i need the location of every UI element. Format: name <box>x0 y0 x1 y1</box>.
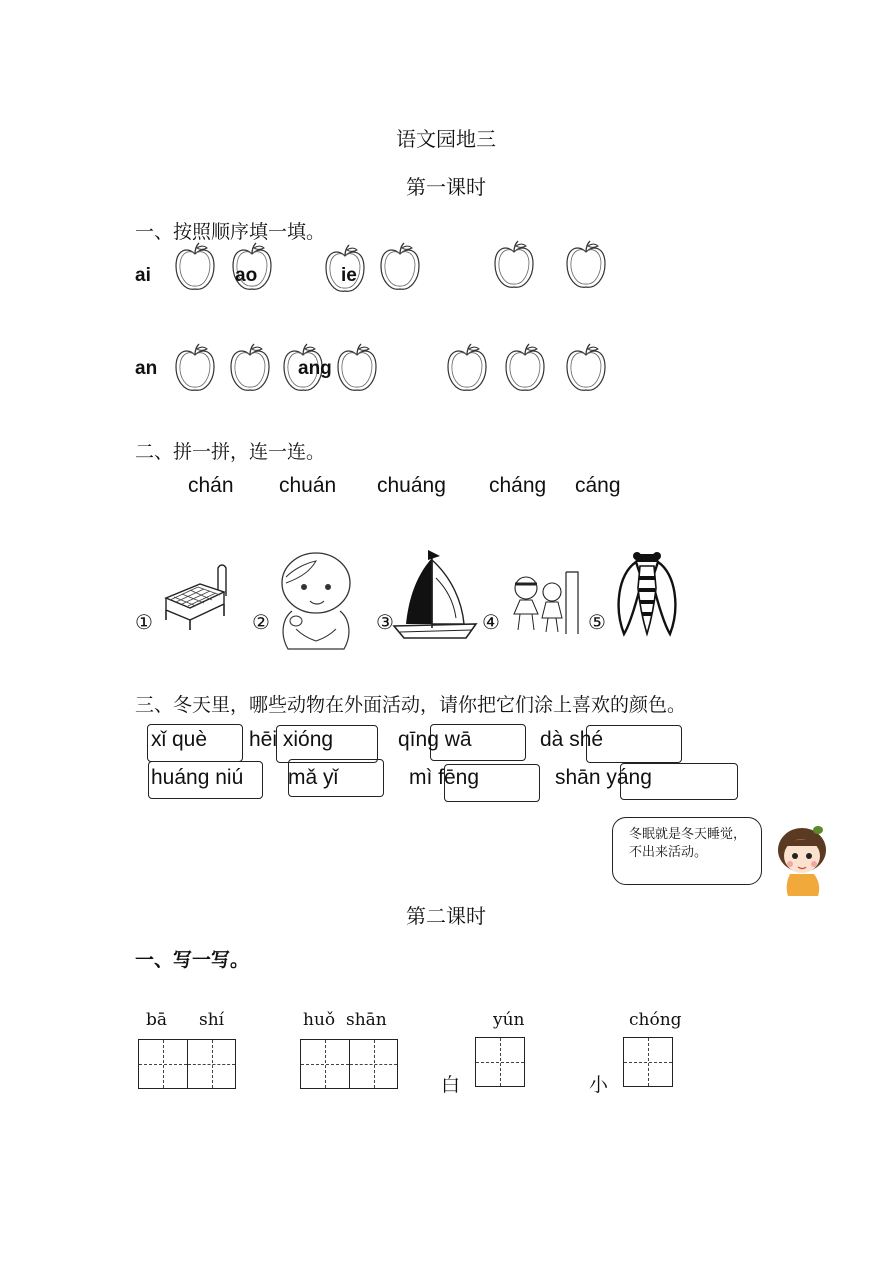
write-pinyin: shān <box>346 1010 387 1030</box>
apple-icon <box>503 343 547 393</box>
writing-grid[interactable] <box>138 1039 236 1089</box>
animal-pinyin: mǎ yǐ <box>288 766 339 789</box>
apple-icon <box>564 240 608 290</box>
write-pinyin: bā <box>146 1010 168 1030</box>
bed-picture <box>160 560 230 640</box>
sailboat-picture <box>392 548 478 642</box>
word-prefix: 小 <box>589 1074 609 1096</box>
apple-label-ie: ie <box>341 265 357 286</box>
picture-number: ③ <box>376 610 394 634</box>
animal-pinyin: dà shé <box>540 728 604 751</box>
writing-cell[interactable] <box>187 1040 235 1088</box>
girl-face-picture <box>774 824 834 896</box>
section2-heading: 二、拼一拼，连一连。 <box>135 441 326 463</box>
pinyin-option: cháng <box>489 474 547 497</box>
lesson-one-title: 第一课时 <box>406 175 486 199</box>
girl-picture <box>272 549 360 653</box>
pinyin-option: chuáng <box>377 474 446 497</box>
writing-cell[interactable] <box>476 1038 524 1086</box>
write-pinyin: chóng <box>629 1010 682 1030</box>
page-title: 语文园地三 <box>396 127 496 151</box>
animal-pinyin: xǐ què <box>151 728 208 751</box>
apple-icon <box>173 343 217 393</box>
animal-pinyin: mì fēng <box>409 766 480 789</box>
apple-label-ao: ao <box>235 265 258 286</box>
apple-icon <box>492 240 536 290</box>
apple-icon <box>228 343 272 393</box>
section1-heading: 一、按照顺序填一填。 <box>135 221 326 243</box>
picture-number: ⑤ <box>588 610 606 634</box>
writing-grid[interactable] <box>475 1037 525 1087</box>
animal-pinyin: huáng niú <box>151 766 244 789</box>
section3-heading: 三、冬天里，哪些动物在外面活动，请你把它们涂上喜欢的颜色。 <box>135 694 687 716</box>
apple-label-an: an <box>135 358 158 379</box>
lesson-two-title: 第二课时 <box>406 904 486 928</box>
pinyin-option: chán <box>188 474 234 497</box>
writing-grid[interactable] <box>300 1039 398 1089</box>
hide-and-seek-picture <box>506 570 582 636</box>
pinyin-option: chuán <box>279 474 337 497</box>
apple-icon <box>173 242 217 292</box>
writing-cell[interactable] <box>624 1038 672 1086</box>
speech-bubble: 冬眠就是冬天睡觉，不出来活动。 <box>612 817 762 885</box>
apple-label-ai: ai <box>135 265 151 286</box>
apple-icon <box>564 343 608 393</box>
writing-grid[interactable] <box>623 1037 673 1087</box>
word-prefix: 白 <box>441 1074 461 1096</box>
picture-number: ④ <box>482 610 500 634</box>
section4-heading: 一、写一写。 <box>135 949 250 971</box>
apple-label-ang: ang <box>298 358 332 379</box>
apple-icon <box>335 343 379 393</box>
writing-cell[interactable] <box>139 1040 187 1088</box>
animal-pinyin: qīng wā <box>398 728 472 751</box>
picture-number: ② <box>252 610 270 634</box>
writing-cell[interactable] <box>301 1040 349 1088</box>
pinyin-option: cáng <box>575 474 621 497</box>
apple-icon <box>445 343 489 393</box>
cicada-picture <box>612 548 682 638</box>
write-pinyin: yún <box>493 1010 525 1030</box>
animal-pinyin: shān yáng <box>555 766 652 789</box>
apple-icon <box>378 242 422 292</box>
picture-number: ① <box>135 610 153 634</box>
animal-pinyin: hēi xióng <box>249 728 334 751</box>
write-pinyin: huǒ <box>303 1010 336 1030</box>
writing-cell[interactable] <box>349 1040 397 1088</box>
write-pinyin: shí <box>199 1010 225 1030</box>
